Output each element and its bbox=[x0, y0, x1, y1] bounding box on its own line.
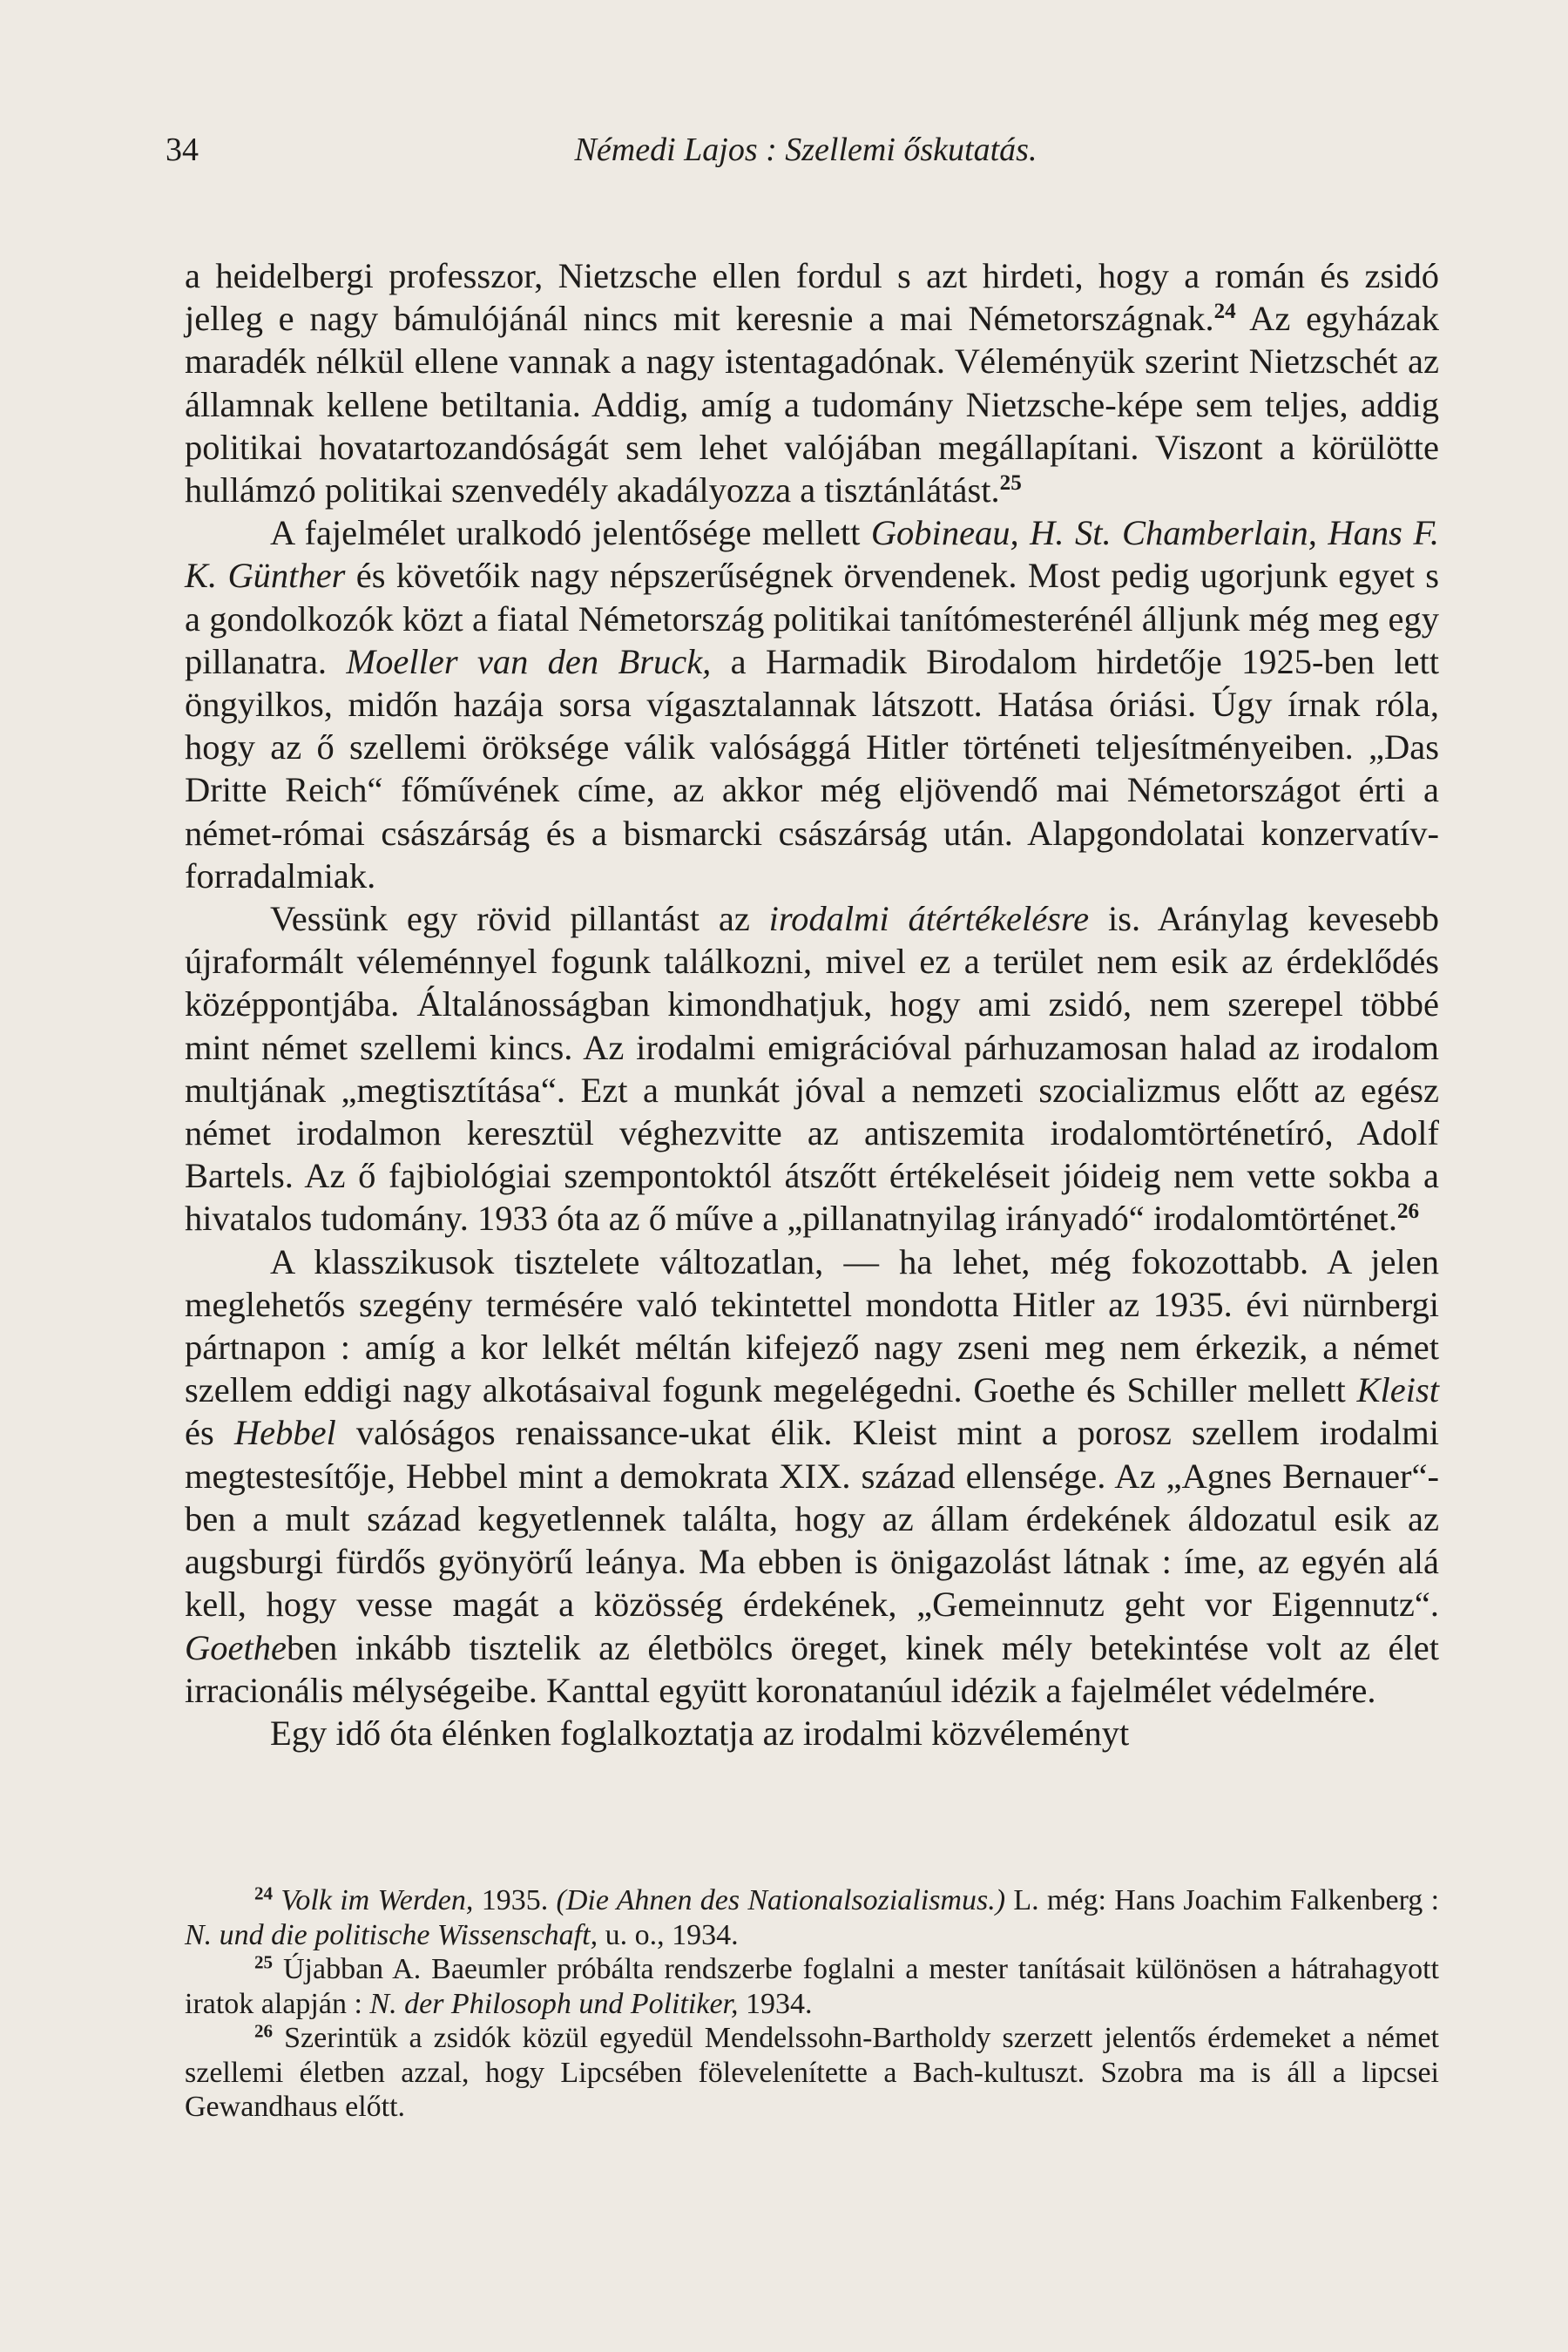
italic-run: (Die Ahnen des Nationalsozialismus.) bbox=[556, 1884, 1006, 1916]
text-run: Az egyházak maradék nélkül ellene vannak a nagy istentagadónak. Véleményük szerint Nietzschét az államnak kellene betiltania. Addig, amíg a tudomány Nietzsche-képe sem teljes, addig politikai hovatartozandóságát sem lehet valójában megállapítani. Viszont a körülötte hullámzó politikai szenvedély akadályozza a tisztánlátást. bbox=[185, 299, 1439, 510]
text-run: u. o., 1934. bbox=[598, 1918, 739, 1951]
italic-run: Moeller van den Bruck, bbox=[346, 641, 712, 681]
italic-run: Hebbel bbox=[233, 1413, 336, 1453]
footnote-24 bbox=[185, 1883, 1439, 1952]
page-number: 34 bbox=[166, 132, 199, 168]
text-run: Szerintük a zsidók közül egyedül Mendelssohn-Bartholdy szerzett jelentős érdemeket a német szellemi életben azzal, hogy Lipcsében fölevelenítette a Bach-kultuszt. Szobra ma is áll a lipcsei Gewandhaus előtt. bbox=[185, 2022, 1439, 2123]
text-run: Vessünk egy rövid pillantást az bbox=[270, 899, 769, 939]
text-run: Egy idő óta élénken foglalkoztatja az irodalmi közvéleményt bbox=[270, 1713, 1130, 1753]
text-run: a heidelbergi professzor, Nietzsche ellen fordul s azt hirdeti, hogy a román és zsidó jelleg e nagy bámulójánál nincs mit keresnie a mai Németországnak. bbox=[185, 256, 1439, 339]
running-head: Némedi Lajos : Szellemi őskutatás. bbox=[574, 132, 1037, 168]
text-run: L. még: Hans Joachim Falkenberg : bbox=[1005, 1884, 1440, 1916]
footnote-number: 24 bbox=[254, 1882, 274, 1904]
footnote-ref-26: 26 bbox=[1396, 1200, 1420, 1224]
text-run: és bbox=[185, 1413, 234, 1453]
main-text bbox=[185, 254, 1439, 1754]
italic-run: Gobineau, H. St. Chamberlain, Hans F. K. Günther bbox=[185, 513, 1439, 596]
italic-run: N. der Philosoph und Politiker, bbox=[369, 1987, 739, 2020]
italic-run: N. und die politische Wissenschaft, bbox=[185, 1918, 598, 1951]
paragraph-2 bbox=[185, 511, 1439, 897]
footnote-number: 25 bbox=[254, 1951, 274, 1973]
text-run: Újabban A. Baeumler próbálta rendszerbe foglalni a mester tanításait különösen a hátrahagyott iratok alapján : bbox=[185, 1953, 1439, 2020]
paragraph-4 bbox=[185, 1240, 1439, 1712]
text-run: és követőik nagy népszerűségnek örvendenek. Most pedig ugorjunk egyet s a gondolkozók közt a fiatal Németország politikai tanítómesterénél álljunk még meg egy pillanatra. bbox=[185, 556, 1440, 681]
footnote-number: 26 bbox=[254, 2020, 274, 2042]
footnote-ref-24: 24 bbox=[1213, 300, 1236, 324]
footnote-26 bbox=[185, 2021, 1439, 2125]
page-header bbox=[166, 131, 1446, 183]
paragraph-5 bbox=[185, 1712, 1439, 1754]
italic-run: Kleist bbox=[1356, 1370, 1439, 1410]
text-run: valóságos renaissance-ukat élik. Kleist mint a porosz szellem irodalmi megtestesítője, Hebbel mint a demokrata XIX. század ellensége. Az „Agnes Bernauer“-ben a mult század kegyetlennek találta, hogy az állam érdekének áldozatul esik az augsburgi fürdős gyönyörű leánya. Ma ebben is önigazolást látnak : íme, az egyén alá kell, hogy vesse magát a közösség érdekének, „Gemeinnutz geht vor Eigennutz“. bbox=[185, 1413, 1439, 1625]
text-run: a Harmadik Birodalom hirdetője 1925-ben lett öngyilkos, midőn hazája sorsa vígasztalannak látszott. Hatása óriási. Úgy írnak róla, hogy az ő szellemi öröksége válik valósággá Hitler történeti teljesítményeiben. „Das Dritte Reich“ főművének címe, az akkor még eljövendő mai Németországot érti a német-római császárság és a bismarcki császárság után. Alapgondolatai konzervatív-forradalmiak. bbox=[185, 641, 1439, 896]
text-run: 1934. bbox=[738, 1987, 813, 2020]
paragraph-1 bbox=[185, 254, 1439, 511]
text-run: A klasszikusok tisztelete változatlan, — ha lehet, még fokozottabb. A jelen meglehetős szegény termésére való tekintettel mondotta Hitler az 1935. évi nürnbergi pártnapon : amíg a kor lelkét méltán kifejező nagy zseni meg nem érkezik, a német szellem eddigi nagy alkotásaival fogunk megelégedni. Goethe és Schiller mellett bbox=[185, 1241, 1439, 1410]
italic-run: irodalmi átértékelésre bbox=[768, 899, 1090, 939]
italic-run: Goethe bbox=[185, 1627, 287, 1667]
italic-run: Volk im Werden, bbox=[280, 1884, 474, 1916]
footnotes bbox=[185, 1883, 1439, 2125]
text-run: 1935. bbox=[473, 1884, 557, 1916]
text-run: ben inkább tisztelik az életbölcs öreget, kinek mély betekintése volt az élet irracionális mélységeibe. Kanttal együtt koronatanúul idézik a fajelmélet védelmére. bbox=[185, 1627, 1439, 1710]
text-run: is. Aránylag kevesebb újraformált véleménnyel fogunk találkozni, mivel ez a terület nem esik az érdeklődés középpontjába. Általánosságban kimondhatjuk, hogy ami zsidó, nem szerepel többé mint német szellemi kincs. Az irodalmi emigrációval párhuzamosan halad az irodalom multjának „megtisztítása“. Ezt a munkát jóval a nemzeti szocializmus előtt az egész német irodalmon keresztül véghezvitte az antiszemita irodalomtörténetíró, Adolf Bartels. Az ő fajbiológiai szempontoktól átszőtt értékeléseit jóideig nem vette sokba a hivatalos tudomány. 1933 óta az ő műve a „pillanatnyilag irányadó“ irodalomtörténet. bbox=[185, 899, 1440, 1239]
footnote-ref-25: 25 bbox=[999, 471, 1022, 496]
paragraph-3 bbox=[185, 897, 1439, 1240]
text-run: A fajelmélet uralkodó jelentősége mellett bbox=[270, 513, 871, 553]
footnote-25 bbox=[185, 1952, 1439, 2021]
